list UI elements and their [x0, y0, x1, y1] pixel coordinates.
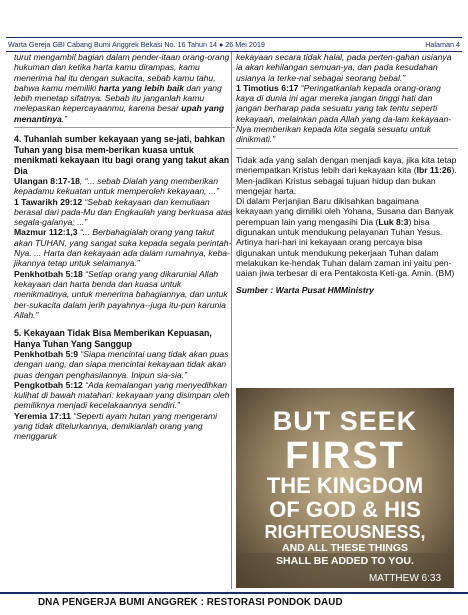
verse-item — [14, 411, 235, 442]
paragraph-text: ) bisa digunakan untuk mendukung pelayanan Tuhan Yesus. — [236, 216, 443, 238]
scripture-reference: Ibr 11:26 — [416, 165, 452, 176]
body-paragraph — [236, 155, 458, 196]
scripture-poster-image — [236, 388, 454, 588]
section-separator — [14, 127, 235, 128]
verse-item — [14, 269, 235, 320]
verse-item — [14, 380, 235, 411]
poster-line-5: RIGHTEOUSNESS, — [264, 522, 426, 542]
scripture-reference: Luk 8:3 — [378, 216, 409, 227]
intro-text-3: .” — [61, 113, 68, 124]
intro-paragraph — [14, 52, 235, 124]
verse-item — [236, 83, 458, 145]
verse-reference: 1 Timotius 6:17 — [236, 82, 299, 93]
poster-line-4: OF GOD & HIS — [269, 497, 421, 522]
verse-item — [14, 227, 235, 268]
left-column — [14, 52, 235, 442]
verse-text: “Siapa mencintai uang tidak akan puas dengan uang, dan siapa mencintai kekayaan tidak akan puas dengan penghasilannya. Inipun sia-sia.” — [14, 348, 229, 380]
paragraph-text: ). Men-jadikan Kristus sebagai tujuan hidup dan bukan mengejar harta. — [236, 165, 457, 196]
intro-emphasis-1: harta yang lebih baik — [98, 82, 185, 93]
intro-text-2: dan yang lebih menetap sifatnya. Sebab itu janganlah kamu melepaskan kepercayaanmu, karena besar — [14, 82, 222, 114]
header-issue-info: Warta Gereja GBI Cabang Bumi Anggrek Bekasi No. 16 Tahun 14 ● 26 Mei 2019 — [8, 40, 265, 49]
poster-line-1: BUT SEEK — [272, 406, 418, 436]
verse-text: “Peringatkanlah kepada orang-orang kaya di dunia ini agar mereka jangan tinggi hati dan jangan berharap pada sesuatu yang tak tentu seperti kekayaan, melainkan pada Allah yang da-lam kekayaan-Nya memberikan kepada kita segala sesuatu untuk dinikmati.” — [236, 82, 452, 145]
verse-text: “Setiap orang yang dikaruniai Allah kekayaan dan harta benda dan kuasa untuk menikmatinya, untuk menerima bahagiannya, dan untuk ber-sukacita dalam jerih payahnya--juga itu-pun karunia Allah.” — [14, 268, 228, 320]
poster-line-6: AND ALL THESE THINGS — [281, 542, 409, 554]
intro-emphasis-2: upah yang menantinya — [14, 103, 225, 124]
verse-text: “... Berbahagialah orang yang takut akan TUHAN, yang sangat suka kepada segala perintah-Nya. ... Harta dan kekayaan ada dalam rumahnya, keba-jikannya tetap untuk selamanya.” — [14, 227, 232, 269]
right-column — [236, 52, 458, 295]
section-separator — [236, 148, 458, 149]
verse-reference: Mazmur 112:1,3 — [14, 227, 78, 238]
poster-line-7: SHALL BE ADDED TO YOU. — [276, 555, 414, 567]
verse-item — [14, 197, 235, 228]
body-paragraph: Artinya hari-hari ini kekayaan orang percaya bisa digunakan untuk mendukung pekerjaan Tuhan dalam melakukan ke-hendak Tuhan dalam zaman ini yaitu pen-uaian jiwa terbesar di era Pentakosta Keti-ga. Amin. (BM) — [236, 237, 455, 279]
footer-tagline: DNA PENGERJA BUMI ANGGREK : RESTORASI PONDOK DAUD — [38, 597, 343, 608]
verse-text: , “... sebab Dialah yang memberikan kepadamu kekuatan untuk memperoleh kekayaan, ...” — [14, 176, 219, 197]
poster-line-3: THE KINGDOM — [266, 473, 424, 498]
header-page-number: Halaman 4 — [425, 40, 460, 49]
source-credit: Sumber : Warta Pusat HMMinistry — [236, 284, 374, 295]
body-paragraph — [236, 196, 458, 237]
intro-text-1: turut mengambil bagian dalam pender-itaan orang-orang hukuman dan ketika harta kamu dirampas, kamu menerima hal itu dengan sukacita, sebab kamu tahu, bahwa kamu memiliki — [14, 52, 230, 93]
newsletter-footer — [0, 592, 468, 615]
verse-text: “Ada kemalangan yang menyedihkan kulihat di bawah matahari: kekayaan yang disimpan oleh pemiliknya menjadi kecelakaannya sendiri.” — [14, 379, 230, 411]
continued-verse-text: kekayaan secara tidak halal, pada perten-gahan usianya ia akan kehilangan semuan-ya, dan pada kesudahan usianya ia terke-nal sebagai seorang bebal.” — [236, 52, 452, 83]
paragraph-text: Di dalam Perjanjian Baru dikisahkan bagaimana kekayaan yang dimiliki oleh Yohana, Susana dan Banyak perempuan lain yang mengasihi Dia ( — [236, 196, 454, 227]
poster-line-2: FIRST — [285, 435, 405, 477]
verse-reference: Penkhotbah 5:9 — [14, 348, 78, 359]
verse-reference: 1 Tawarikh 29:12 — [14, 196, 83, 207]
verse-item — [14, 349, 235, 380]
verse-reference: Pengkotbah 5:12 — [14, 379, 83, 390]
verse-item — [14, 176, 235, 197]
section-5-heading: 5. Kekayaan Tidak Bisa Memberikan Kepuasan, Hanya Tuhan Yang Sanggup — [14, 328, 212, 349]
verse-text: “Sebab kekayaan dan kemuliaan berasal dari pada-Mu dan Engkaulah yang berkuasa atas segala-galanya; ...” — [14, 196, 233, 228]
paragraph-text: Tidak ada yang salah dengan menjadi kaya, jika kita tetap menempatkan Kristus lebih dari kekayaan kita ( — [236, 154, 457, 176]
verse-reference: Penkhotbah 5:18 — [14, 268, 83, 279]
section-gap — [14, 320, 235, 328]
verse-text: “Seperti ayam hutan yang mengerami yang tidak ditelurkannya, demikianlah orang yang menggaruk — [14, 410, 218, 442]
poster-reference: MATTHEW 6:33 — [368, 573, 441, 584]
newsletter-header — [6, 37, 462, 52]
verse-reference: Yeremia 17:11 — [14, 410, 71, 421]
verse-reference: Ulangan 8:17-18 — [14, 176, 80, 186]
section-4-heading: 4. Tuhanlah sumber kekayaan yang se-jati, bahkan Tuhan yang bisa mem-berikan kuasa untuk menikmati kekayaan itu bagi orang yang takut akan Dia — [14, 134, 230, 176]
